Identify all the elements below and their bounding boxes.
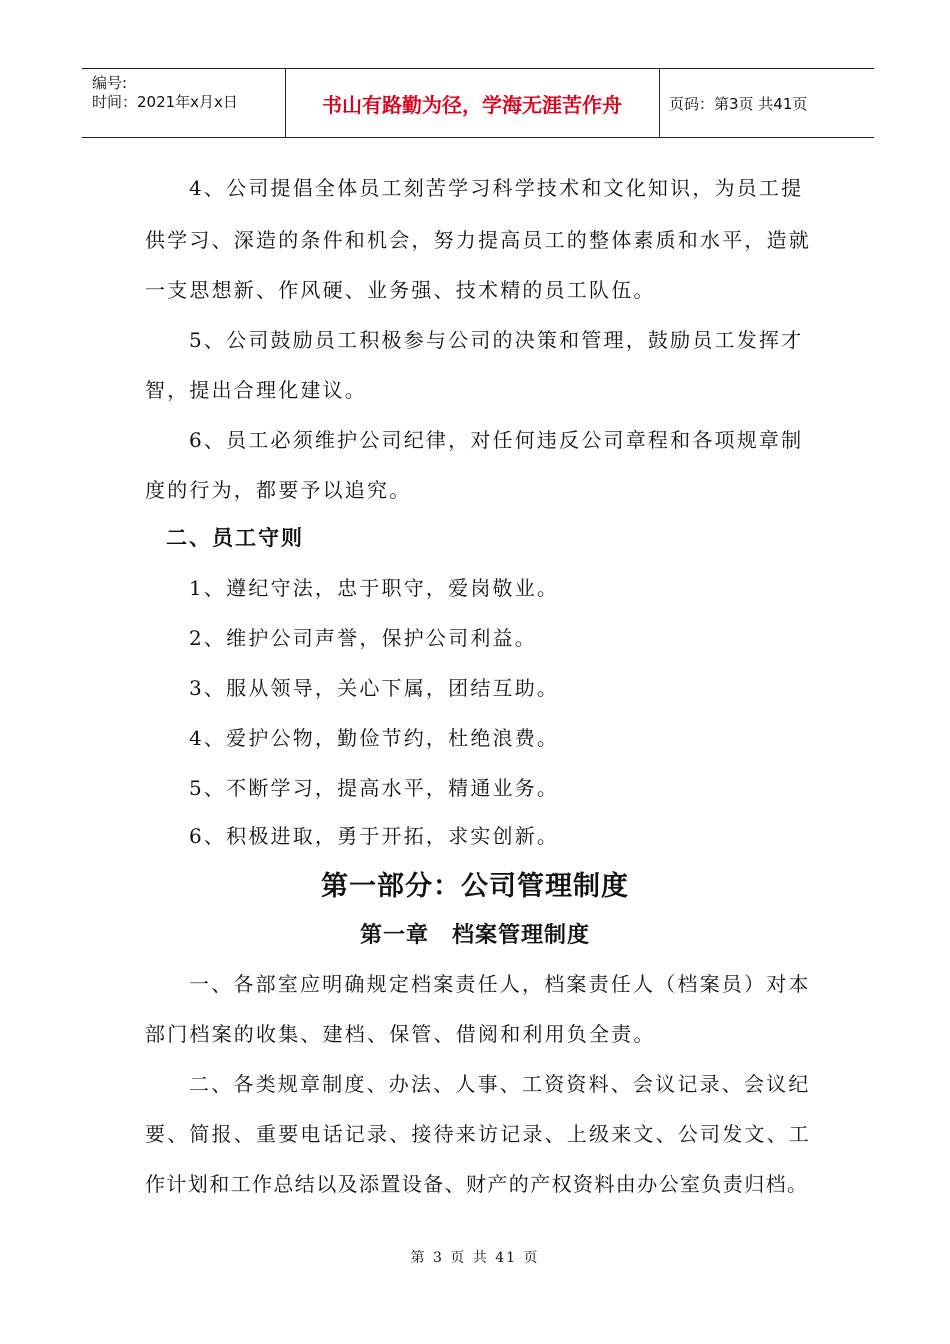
chapter-line: 一、各部室应明确规定档案责任人，档案责任人（档案员）对本 — [189, 972, 811, 996]
body-line: 度的行为，都要予以追究。 — [145, 478, 412, 502]
chapter-line: 二、各类规章制度、办法、人事、工资资料、会议记录、会议纪 — [189, 1072, 811, 1096]
rule-item: 5、不断学习，提高水平，精通业务。 — [189, 776, 560, 800]
header-page-info: 页码：第3页 共41页 — [669, 94, 808, 113]
body-line: 4、公司提倡全体员工刻苦学习科学技术和文化知识，为员工提 — [189, 176, 804, 200]
body-line: 6、员工必须维护公司纪律，对任何违反公司章程和各项规章制 — [189, 428, 804, 452]
chapter-line: 作计划和工作总结以及添置设备、财产的产权资料由办公室负责归档。 — [145, 1172, 809, 1196]
header-motto: 书山有路勤为径，学海无涯苦作舟 — [285, 69, 660, 137]
rule-item: 1、遵纪守法，忠于职守，爱岗敬业。 — [189, 576, 560, 600]
document-header — [82, 68, 874, 138]
section-title: 二、员工守则 — [166, 526, 304, 550]
rule-item: 2、维护公司声誉，保护公司利益。 — [189, 626, 537, 650]
rule-item: 3、服从领导，关心下属，团结互助。 — [189, 676, 560, 700]
number-label: 编号: — [92, 74, 128, 92]
part-title: 第一部分：公司管理制度 — [321, 871, 629, 902]
body-line: 一支思想新、作风硬、业务强、技术精的员工队伍。 — [145, 278, 656, 302]
body-line: 智，提出合理化建议。 — [145, 378, 367, 402]
chapter-line: 部门档案的收集、建档、保管、借阅和利用负全责。 — [145, 1022, 656, 1046]
page-footer: 第 3 页 共 41 页 — [410, 1250, 540, 1266]
chapter-title: 第一章 档案管理制度 — [359, 923, 590, 948]
body-line: 5、公司鼓励员工积极参与公司的决策和管理，鼓励员工发挥才 — [189, 328, 804, 352]
time-label: 时间：2021年x月x日 — [92, 93, 238, 111]
body-line: 供学习、深造的条件和机会，努力提高员工的整体素质和水平，造就 — [145, 228, 811, 252]
rule-item: 4、爱护公物，勤俭节约，杜绝浪费。 — [189, 726, 560, 750]
rule-item: 6、积极进取，勇于开拓，求实创新。 — [189, 824, 560, 848]
chapter-line: 要、简报、重要电话记录、接待来访记录、上级来文、公司发文、工 — [145, 1122, 811, 1146]
header-meta-cell — [82, 69, 286, 137]
